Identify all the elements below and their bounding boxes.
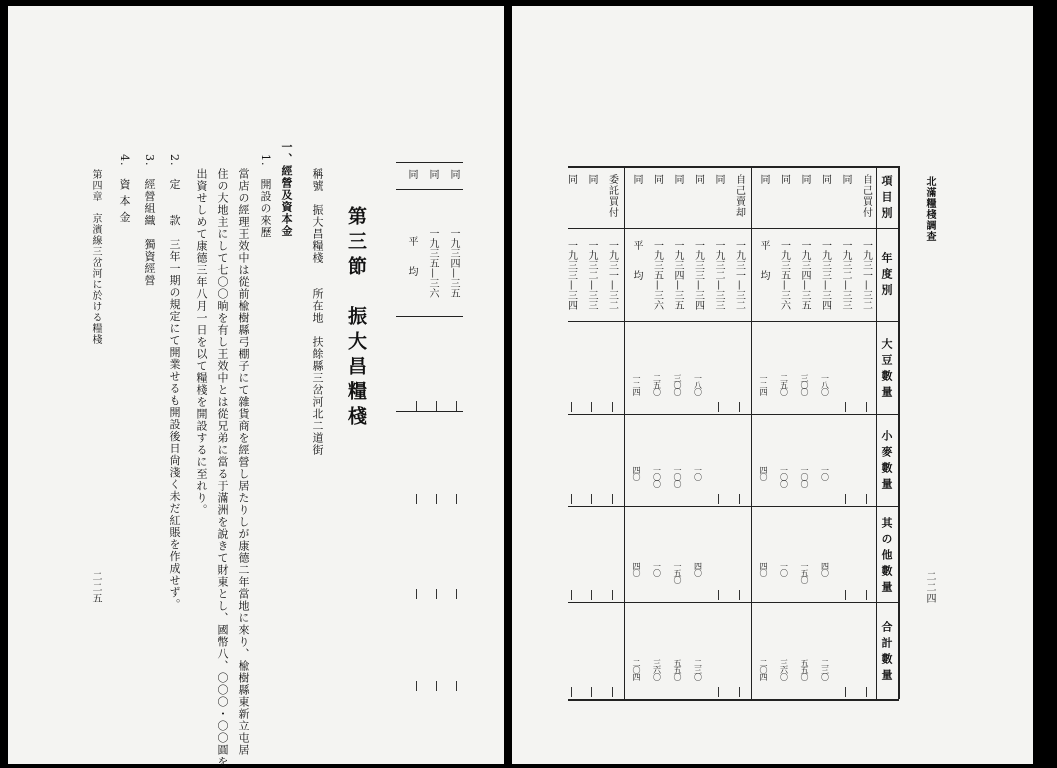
row-other: 四〇 xyxy=(632,562,641,576)
table-field-rule xyxy=(568,414,898,415)
row-soy: 一八〇 xyxy=(820,374,830,395)
empty-dash xyxy=(866,590,867,600)
row-soy: 一八〇 xyxy=(693,374,703,395)
row-total: 二三〇 xyxy=(693,659,703,680)
row-label: 同 xyxy=(778,174,790,185)
table-dash xyxy=(456,401,457,411)
row-total: 三六〇 xyxy=(779,659,789,680)
row-total: 五五〇 xyxy=(800,659,809,680)
header-total: 合計數量 xyxy=(880,620,893,685)
empty-dash xyxy=(571,590,572,600)
empty-dash xyxy=(571,687,572,697)
row-wheat: 一〇〇 xyxy=(673,466,682,487)
table-group-rule xyxy=(624,166,625,699)
section-title: 第三節 振大昌糧棧 xyxy=(345,206,367,431)
row-total: 二〇四 xyxy=(632,659,641,680)
empty-dash xyxy=(845,590,846,600)
empty-dash xyxy=(739,402,740,412)
empty-dash xyxy=(591,494,592,504)
table-dash xyxy=(436,589,437,599)
row-year: 一九三三—三四 xyxy=(692,240,704,310)
empty-dash xyxy=(739,494,740,504)
row-year: 一九三一—三二 xyxy=(733,240,745,310)
empty-dash xyxy=(612,687,613,697)
heading-management-capital: 一、經營及資本金 xyxy=(280,141,293,237)
row-year: 一九三二—三三 xyxy=(713,240,724,310)
empty-dash xyxy=(739,687,740,697)
row-year: 一九三五—三六 xyxy=(651,240,663,310)
row-total: 三六〇 xyxy=(652,659,662,680)
table-field-rule xyxy=(568,506,898,507)
row-wheat: 一〇〇 xyxy=(800,466,809,487)
row-year: 一九三四—三五 xyxy=(799,240,810,310)
row-other: 一〇 xyxy=(652,562,662,576)
row-label: 委託買付 xyxy=(606,174,618,218)
table-row-label: 同 xyxy=(427,169,438,180)
table-year-cell: 一九三五—三六 xyxy=(427,228,438,298)
row-soy: 一二四 xyxy=(759,374,768,395)
row-total: 二三〇 xyxy=(820,659,830,680)
table-header-rule xyxy=(396,189,463,190)
table-dash xyxy=(436,401,437,411)
empty-dash xyxy=(591,402,592,412)
row-label: 同 xyxy=(565,174,577,185)
table-top-rule xyxy=(396,162,463,163)
row-total: 二〇四 xyxy=(759,659,768,680)
table-field-rule xyxy=(568,228,898,229)
table-dash xyxy=(456,494,457,504)
table-row-label: 同 xyxy=(406,169,417,180)
body-text: 當店の經理王效中は從前楡樹縣弓棚子にて雜貨商を經營し居たりしが康德二年當地に來り、楡樹縣東新立屯居 xyxy=(237,168,250,756)
empty-dash xyxy=(612,590,613,600)
body-text: 住の大地主にして七〇〇晌を有し王效中とは從兄弟に當る于滿洲を說きて財東とし、國幣八、〇〇〇・〇〇圓を xyxy=(216,168,229,768)
table-dash xyxy=(436,494,437,504)
table-col-rule xyxy=(396,316,463,317)
table-bottom-rule xyxy=(396,411,463,412)
row-year: 一九三一—三二 xyxy=(606,240,618,310)
row-wheat: 四〇 xyxy=(759,466,768,480)
table-row-label: 同 xyxy=(448,169,459,180)
right-page xyxy=(512,6,1033,764)
item-articles: 2. 定 款 三年一期の規定にて開業せるも開設後日尙淺く未だ紅賬を作成せず。 xyxy=(168,154,181,611)
empty-dash xyxy=(718,687,719,697)
row-year: 一九三四—三五 xyxy=(672,240,683,310)
row-soy: 二五〇 xyxy=(779,374,789,395)
header-wheat: 小麥數量 xyxy=(880,430,893,494)
row-year: 一九三五—三六 xyxy=(778,240,790,310)
empty-dash xyxy=(845,687,846,697)
row-label: 同 xyxy=(819,174,831,185)
row-year: 平 均 xyxy=(758,240,769,280)
row-label: 同 xyxy=(631,174,642,185)
row-label: 自己買付 xyxy=(860,174,872,218)
row-label: 同 xyxy=(586,174,597,185)
row-wheat: 一〇 xyxy=(693,466,703,480)
empty-dash xyxy=(591,590,592,600)
row-other: 一五〇 xyxy=(673,562,682,583)
item-capital: 4. 資 本 金 xyxy=(118,154,131,224)
row-other: 四〇 xyxy=(693,562,703,576)
empty-dash xyxy=(718,494,719,504)
empty-dash xyxy=(845,494,846,504)
empty-dash xyxy=(571,402,572,412)
table-group-rule xyxy=(751,166,752,699)
table-dash xyxy=(416,681,417,691)
empty-dash xyxy=(718,402,719,412)
row-soy: 一二四 xyxy=(632,374,641,395)
table-dash xyxy=(416,401,417,411)
row-year: 一九三一—三二 xyxy=(860,240,872,310)
table-dash xyxy=(416,494,417,504)
empty-dash xyxy=(571,494,572,504)
header-year: 年度別 xyxy=(880,252,893,300)
table-header-rule xyxy=(876,166,877,699)
table-year-cell: 平 均 xyxy=(406,236,417,276)
table-field-rule xyxy=(568,602,898,603)
chapter-footer: 第四章 京濱線三岔河に於ける糧棧 xyxy=(90,169,101,345)
row-wheat: 一〇 xyxy=(820,466,830,480)
row-label: 自己賣却 xyxy=(733,174,745,218)
empty-dash xyxy=(739,590,740,600)
running-header: 北滿糧棧調查 xyxy=(924,176,935,242)
table-right-rule xyxy=(898,166,900,699)
row-label: 同 xyxy=(672,174,683,185)
row-other: 四〇 xyxy=(759,562,768,576)
shop-name-line: 稱號 振大昌糧棧 所在地 扶餘縣三岔河北二道街 xyxy=(311,168,324,456)
body-text: 出資せしめて康德三年八月一日を以て糧棧を開設するに至れり。 xyxy=(195,168,208,516)
empty-dash xyxy=(612,402,613,412)
table-dash xyxy=(456,681,457,691)
left-page xyxy=(8,6,504,768)
header-other: 其の他數量 xyxy=(880,516,893,597)
row-other: 四〇 xyxy=(820,562,830,576)
header-category: 項目別 xyxy=(880,174,893,223)
row-year: 平 均 xyxy=(631,240,642,280)
item-organization: 3. 經營組織 獨資經營 xyxy=(143,154,156,287)
page-number: 二二四 xyxy=(924,571,935,604)
table-bottom-rule xyxy=(568,699,899,701)
table-year-cell: 一九三四—三五 xyxy=(448,228,459,298)
row-soy: 二五〇 xyxy=(652,374,662,395)
row-other: 一五〇 xyxy=(800,562,809,583)
row-wheat: 一〇〇 xyxy=(652,466,662,487)
table-dash xyxy=(456,589,457,599)
row-label: 同 xyxy=(840,174,851,185)
row-year: 一九三三—三四 xyxy=(565,240,577,310)
row-label: 同 xyxy=(758,174,769,185)
row-label: 同 xyxy=(713,174,724,185)
table-dash xyxy=(416,589,417,599)
row-other: 一〇 xyxy=(779,562,789,576)
row-soy: 三〇〇 xyxy=(800,374,809,395)
row-year: 一九三二—三三 xyxy=(586,240,597,310)
empty-dash xyxy=(845,402,846,412)
empty-dash xyxy=(718,590,719,600)
row-label: 同 xyxy=(692,174,704,185)
row-label: 同 xyxy=(799,174,810,185)
table-field-rule xyxy=(568,321,898,322)
row-label: 同 xyxy=(651,174,663,185)
empty-dash xyxy=(866,494,867,504)
table-top-rule xyxy=(568,166,899,168)
empty-dash xyxy=(612,494,613,504)
table-dash xyxy=(436,681,437,691)
row-year: 一九三二—三三 xyxy=(840,240,851,310)
empty-dash xyxy=(866,687,867,697)
empty-dash xyxy=(866,402,867,412)
row-soy: 三〇〇 xyxy=(673,374,682,395)
empty-dash xyxy=(591,687,592,697)
item-founding-history: 1. 開設の來歷 xyxy=(259,154,272,239)
row-total: 五五〇 xyxy=(673,659,682,680)
row-wheat: 一〇〇 xyxy=(779,466,789,487)
page-number: 二二五 xyxy=(90,571,101,604)
row-year: 一九三三—三四 xyxy=(819,240,831,310)
header-soy: 大豆數量 xyxy=(880,337,893,402)
row-wheat: 四〇 xyxy=(632,466,641,480)
